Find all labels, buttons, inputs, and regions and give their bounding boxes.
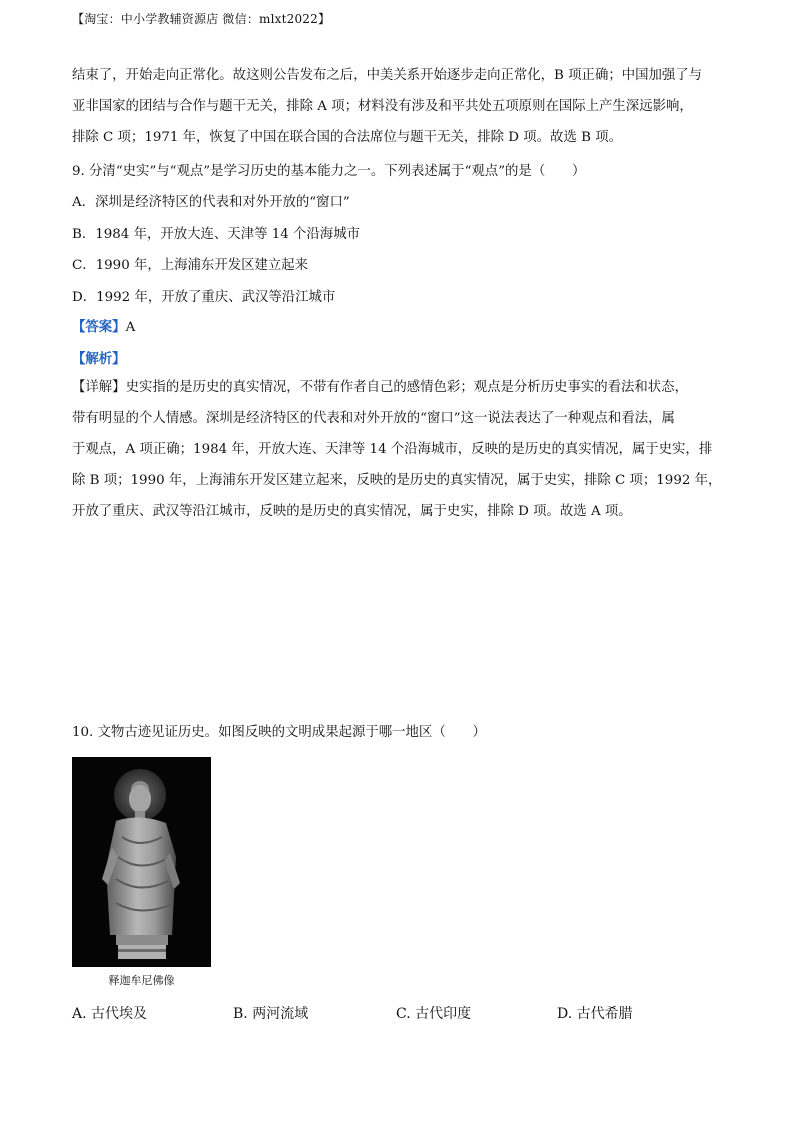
watermark-header: 【淘宝：中小学教辅资源店 微信：mlxt2022】 [72, 12, 331, 26]
text-line: 排除 C 项；1971 年，恢复了中国在联合国的合法席位与题干无关，排除 D 项。故选 B 项。 [72, 130, 622, 145]
analysis-label: 【解析】 [72, 351, 126, 367]
answer-row [72, 316, 135, 335]
question-9-option-c: C．1990 年，上海浦东开发区建立起来 [72, 258, 309, 273]
detail-line: 于观点，A 项正确；1984 年，开放大连、天津等 14 个沿海城市，反映的是历史的真实情况，属于史实，排 [72, 442, 713, 457]
detail-line [72, 372, 732, 403]
detail-line: 带有明显的个人情感。深圳是经济特区的代表和对外开放的“窗口”这一说法表达了一种观点和看法，属 [72, 411, 675, 426]
image-caption: 释迦牟尼佛像 [108, 974, 175, 987]
question-10-option-d: D. 古代希腊 [557, 1006, 633, 1022]
detail-line: 开放了重庆、武汉等沿江城市，反映的是历史的真实情况，属于史实，排除 D 项。故选 A 项。 [72, 504, 632, 519]
buddha-statue-image [72, 757, 211, 967]
detail-line: 除 B 项；1990 年，上海浦东开发区建立起来，反映的是历史的真实情况，属于史实，排除 C 项；1992 年， [72, 473, 722, 488]
question-9-option-b: B．1984 年，开放大连、天津等 14 个沿海城市 [72, 227, 360, 242]
question-9-option-a: A．深圳是经济特区的代表和对外开放的“窗口” [72, 195, 350, 210]
question-10-option-b: B. 两河流域 [233, 1006, 309, 1022]
question-10-option-a: A. 古代埃及 [72, 1006, 148, 1022]
buddha-statue-icon [72, 757, 211, 967]
previous-answer-paragraph [72, 60, 732, 153]
detail-paragraph [72, 372, 732, 527]
answer-label: 【答案】 [72, 319, 126, 335]
detail-text: 史实指的是历史的真实情况，不带有作者自己的感情色彩；观点是分析历史事实的看法和状态， [125, 380, 688, 395]
text-line: 亚非国家的团结与合作与题干无关，排除 A 项；材料没有涉及和平共处五项原则在国际上产生深远影响， [72, 99, 693, 114]
answer-value: A [125, 320, 136, 335]
question-10-stem: 10. 文物古迹见证历史。如图反映的文明成果起源于哪一地区（ ） [72, 725, 486, 740]
detail-label: 【详解】 [72, 380, 126, 395]
question-9-stem: 9. 分清“史实”与“观点”是学习历史的基本能力之一。下列表述属于“观点”的是（ ） [72, 164, 586, 179]
analysis-row [72, 348, 126, 367]
question-10-option-c: C. 古代印度 [396, 1006, 472, 1022]
question-9-option-d: D．1992 年，开放了重庆、武汉等沿江城市 [72, 290, 336, 305]
text-line: 结束了，开始走向正常化。故这则公告发布之后，中美关系开始逐步走向正常化，B 项正确；中国加强了与 [72, 68, 703, 83]
